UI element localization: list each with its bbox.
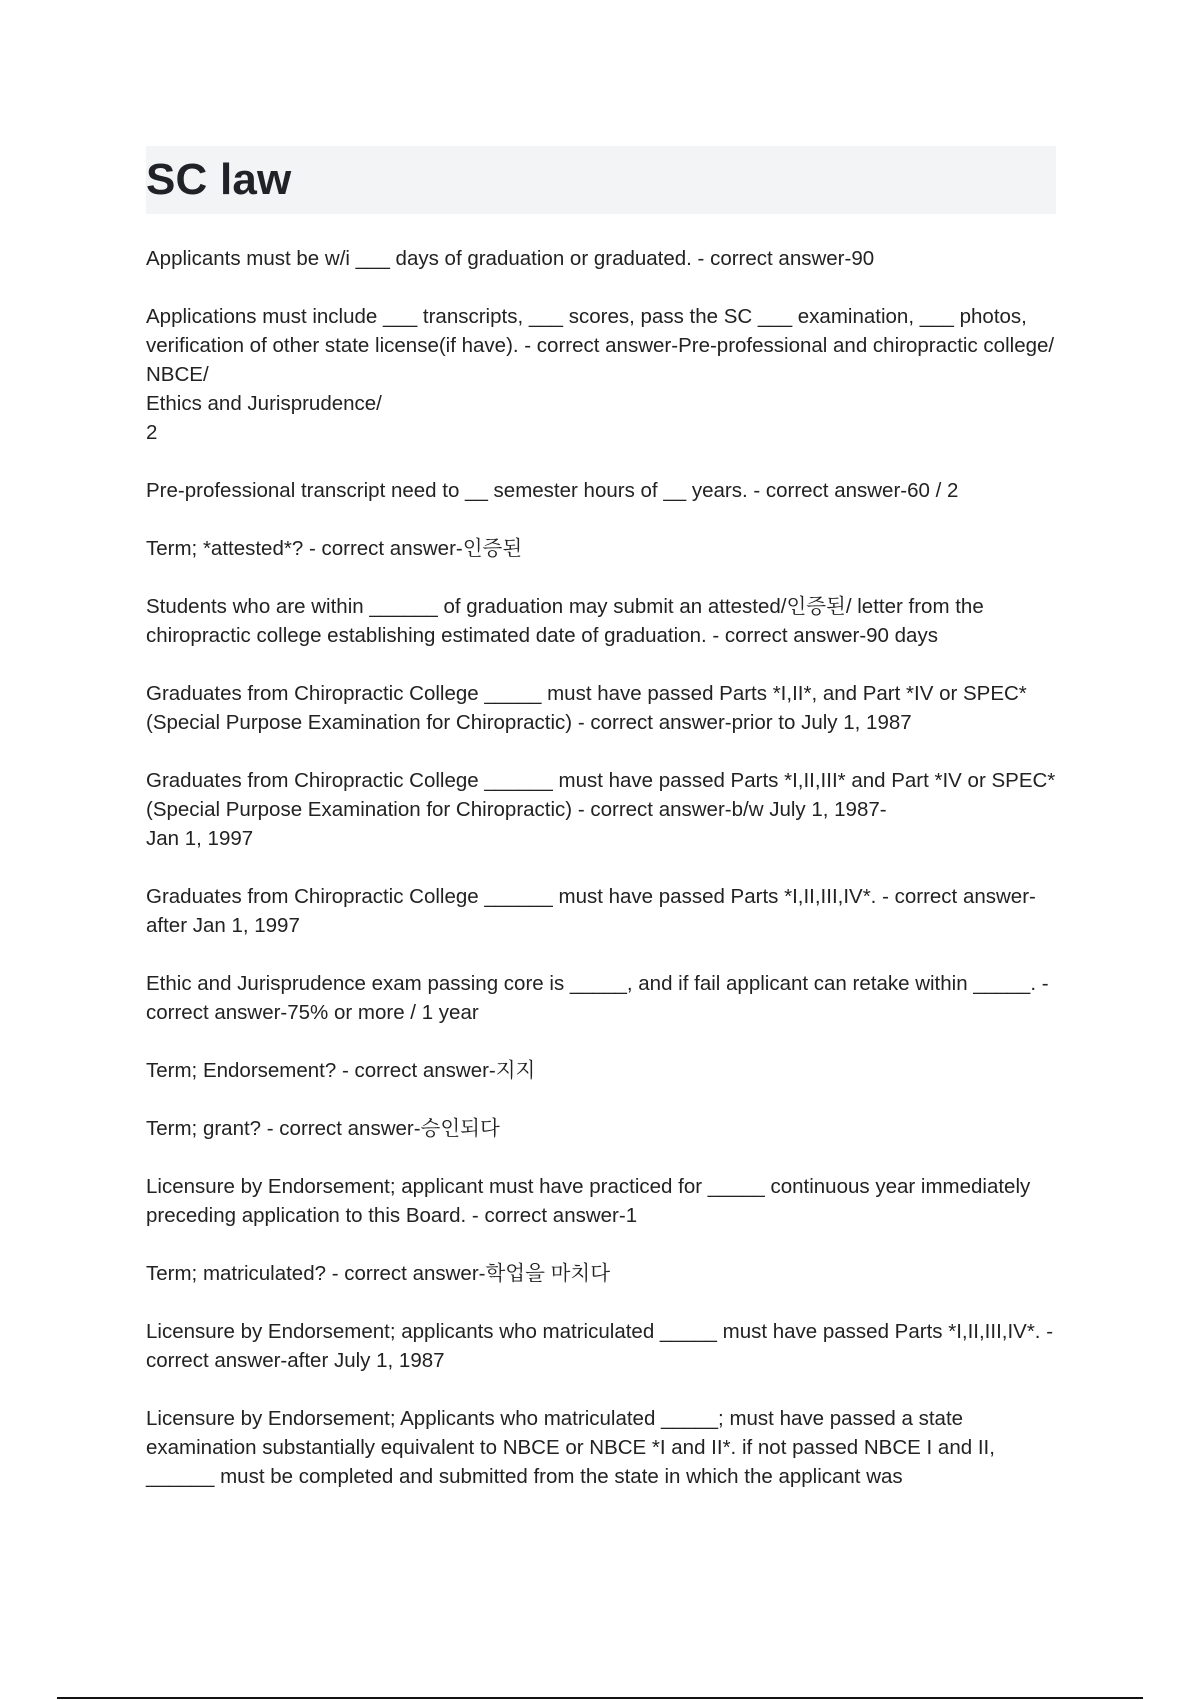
qa-entry: Term; *attested*? - correct answer-인증된 bbox=[146, 537, 523, 560]
document-page bbox=[146, 146, 1056, 1520]
qa-entry: Licensure by Endorsement; applicants who matriculated _____ must have passed Parts *I,II,III,IV*. - correct answer-after July 1, 1987 bbox=[146, 1320, 1054, 1372]
qa-entry: Term; Endorsement? - correct answer-지지 bbox=[146, 1059, 536, 1082]
qa-entry: Graduates from Chiropractic College _____ must have passed Parts *I,II*, and Part *IV or SPEC*(Special Purpose Examination for Chiropractic) - correct answer-prior to July 1, 1987 bbox=[146, 682, 1027, 734]
qa-entry: Term; matriculated? - correct answer-학업을 마치다 bbox=[146, 1262, 610, 1285]
qa-entry: Graduates from Chiropractic College ______ must have passed Parts *I,II,III,IV*. - correct answer-after Jan 1, 1997 bbox=[146, 885, 1036, 937]
qa-list bbox=[146, 244, 1056, 1491]
qa-entry: Applicants must be w/i ___ days of graduation or graduated. - correct answer-90 bbox=[146, 247, 875, 270]
qa-entry: Licensure by Endorsement; Applicants who matriculated _____; must have passed a state examination substantially equivalent to NBCE or NBCE *I and II*. if not passed NBCE I and II, ______ must be completed and submitted from the state in which the applicant was bbox=[146, 1407, 995, 1488]
qa-entry: Pre-professional transcript need to __ semester hours of __ years. - correct answer-60 / 2 bbox=[146, 479, 959, 502]
qa-entry: Students who are within ______ of graduation may submit an attested/인증된/ letter from the chiropractic college establishing estimated date of graduation. - correct answer-90 days bbox=[146, 595, 984, 647]
qa-entry: Graduates from Chiropractic College ______ must have passed Parts *I,II,III* and Part *IV or SPEC*(Special Purpose Examination for Chiropractic) - correct answer-b/w July 1, 1987- Jan 1, 1997 bbox=[146, 769, 1056, 850]
document-title: SC law bbox=[146, 155, 292, 204]
qa-entry: Applications must include ___ transcripts, ___ scores, pass the SC ___ examination, ___ photos, verification of other state license(if have). - correct answer-Pre-professional and chiropractic college/ NBCE/ Ethics and Jurisprudence/ 2 bbox=[146, 305, 1055, 444]
title-bar bbox=[146, 146, 1056, 214]
qa-entry: Term; grant? - correct answer-승인되다 bbox=[146, 1117, 500, 1140]
footer-divider bbox=[57, 1697, 1143, 1699]
qa-entry: Ethic and Jurisprudence exam passing core is _____, and if fail applicant can retake within _____. - correct answer-75% or more / 1 year bbox=[146, 972, 1049, 1024]
qa-entry: Licensure by Endorsement; applicant must have practiced for _____ continuous year immediately preceding application to this Board. - correct answer-1 bbox=[146, 1175, 1031, 1227]
